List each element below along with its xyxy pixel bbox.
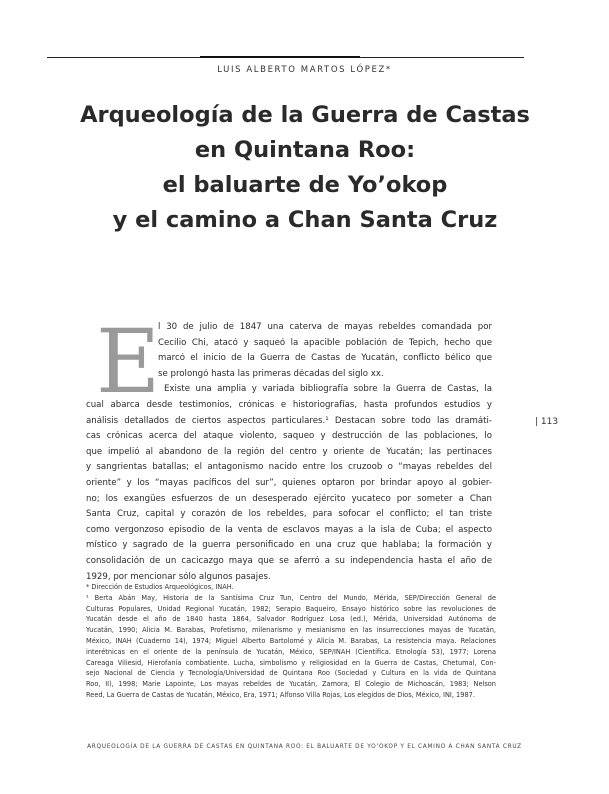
body-line: cual abarca desde testimonios, crónicas e historiografías, hasta profundos estudios y — [86, 400, 492, 410]
footnote-line: Yucatán, 1990; Alicia M. Barabas, Profetismo, milenarismo y mesianismo en las insurrecciones mayas de Yucatán, — [86, 626, 496, 635]
page-number: | 113 — [535, 417, 559, 427]
footnote-line: * Dirección de Estudios Arqueológicos, INAH. — [86, 583, 234, 591]
footnote-line: Reed, La Guerra de Castas de Yucatán, México, Era, 1971; Alfonso Villa Rojas, Los elegidos de Dios, México, INI, 1987. — [86, 691, 475, 699]
running-footer: ARQUEOLOGÍA DE LA GUERRA DE CASTAS EN QUINTANA ROO: EL BALUARTE DE YO’OKOP Y EL CAMINO A CHAN SANTA CRUZ — [87, 744, 522, 750]
body-line: análisis detallados de ciertos aspectos particulares.¹ Destacan sobre todo las dramáti- — [86, 415, 492, 426]
footnote-line: ¹ Berta Abán May, Historia de la Santísima Cruz Tun, Centro del Mundo, Mérida, SEP/Dirección General de — [86, 593, 496, 602]
footnote-line: interétnicas en el oriente de la península de Yucatán, México, SEP/INAH (Científica. Etnología 53), 1977; Lorena — [86, 647, 496, 656]
title-line: Arqueología de la Guerra de Castas — [80, 102, 530, 128]
title-line: en Quintana Roo: — [194, 137, 416, 163]
body-line: y sangrientas batallas; el antagonismo nacido entre los cruzoob o “mayas rebeldes del — [86, 462, 492, 473]
footnote-line: sejo Nacional de Ciencia y Tecnología/Universidad de Quintana Roo (Sociedad y Cultura en la vida de Quintana — [86, 669, 496, 678]
body-line: Cecilio Chi, atacó y saqueó la apacible población de Tepich, hecho que — [158, 337, 492, 348]
title-line: el baluarte de Yo’okop — [162, 172, 448, 198]
body-line: místico y sagrado de la guerra personificado en una cruz que hablaba; la formación y — [86, 540, 492, 551]
body-line: cas crónicas acerca del ataque violento, saqueo y destrucción de las poblaciones, lo — [86, 431, 492, 442]
body-line: Existe una amplia y variada bibliografía sobre la Guerra de Castas, la — [164, 384, 492, 395]
body-line: l 30 de julio de 1847 una caterva de mayas rebeldes comandada por — [158, 322, 492, 332]
body-line: consolidación de un cacicazgo maya que se aferró a su independencia hasta el año de — [86, 556, 492, 566]
footnote-line: Roo, II), 1998; Marie Lapointe, Los mayas rebeldes de Yucatán, Zamora, El Colegio de Michoacán, 1983; Nelson — [86, 680, 496, 689]
article-title — [40, 98, 570, 238]
body-line: como vergonzoso episodio de la venta de esclavos mayas a la isla de Cuba; el aspecto — [86, 524, 492, 535]
author-name: LUIS ALBERTO MARTOS LÓPEZ* — [217, 65, 392, 75]
footnote-line: Careaga Viliesid, Hierofanía combatiente. Lucha, simbolismo y religiosidad en la Guerra de Castas, Chetumal, Con- — [86, 658, 496, 667]
title-line: y el camino a Chan Santa Cruz — [112, 207, 498, 233]
drop-cap: E — [96, 310, 161, 413]
body-line: oriente” y los “mayas pacíficos del sur”, quienes optaron por brindar apoyo al gobier- — [86, 478, 492, 488]
body-line: Santa Cruz, capital y corazón de los rebeldes, para sofocar el conflicto; el tan triste — [86, 509, 492, 520]
footnote-line: Yucatán desde el año de 1840 hasta 1864, Salvador Rodríguez Losa (ed.), Mérida, Universidad Autónoma de — [86, 615, 496, 624]
body-line: marcó el inicio de la Guerra de Castas de Yucatán, conflicto bélico que — [158, 353, 492, 364]
body-line: se prolongó hasta las primeras décadas del siglo xx. — [158, 368, 384, 379]
body-line: que impelió al abandono de la región del centro y oriente de Yucatán; las pertinaces — [86, 446, 492, 457]
header-rule-accent — [200, 56, 360, 58]
footnote-line: México, INAH (Cuaderno 14), 1974; Miguel Alberto Bartolomé y Alicia M. Barabas, La resistencia maya. Relaciones — [86, 637, 496, 645]
footnote-line: Culturas Populares, Unidad Regional Yucatán, 1982; Serapio Baqueiro, Ensayo histórico sobre las revoluciones de — [86, 604, 496, 613]
body-line: no; los exangües esfuerzos de un desesperado ejército yucateco por someter a Chan — [86, 493, 492, 504]
body-line: 1929, por mencionar sólo algunos pasajes. — [86, 571, 271, 582]
